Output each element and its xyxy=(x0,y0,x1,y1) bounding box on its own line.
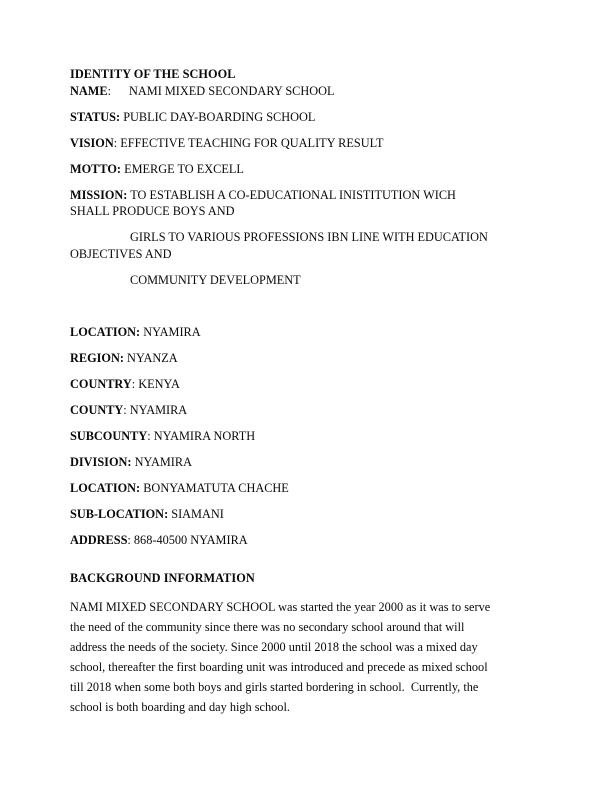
field-value: BONYAMATUTA CHACHE xyxy=(140,480,289,495)
field-line-location-6 xyxy=(70,480,495,497)
field-line-division-5 xyxy=(70,454,495,471)
field-label: VISION xyxy=(70,135,114,150)
field-value: KENYA xyxy=(135,376,180,391)
field-line-vision-2 xyxy=(70,135,495,152)
field-line-region-1 xyxy=(70,350,495,367)
field-value: PUBLIC DAY-BOARDING SCHOOL xyxy=(120,109,316,124)
field-value: NYAMIRA xyxy=(131,454,192,469)
field-label: STATUS: xyxy=(70,109,121,124)
field-colon: : xyxy=(147,428,151,443)
field-label: LOCATION: xyxy=(70,480,141,495)
field-value: EMERGE TO EXCELL xyxy=(121,161,244,176)
field-value: NAMI MIXED SECONDARY SCHOOL xyxy=(129,83,335,98)
field-colon: : xyxy=(107,83,111,98)
field-value: 868-40500 NYAMIRA xyxy=(130,532,248,547)
field-colon: : xyxy=(113,135,118,150)
field-label: NAME xyxy=(70,83,108,98)
mission-block xyxy=(70,187,495,289)
field-line-status-1 xyxy=(70,109,495,126)
field-value: EFFECTIVE TEACHING FOR QUALITY RESULT xyxy=(117,135,384,150)
field-label: ADDRESS xyxy=(70,532,128,547)
field-value: SIAMANI xyxy=(168,506,224,521)
location-field-list xyxy=(70,324,495,549)
field-line-name-0 xyxy=(70,83,495,100)
section-spacer-location xyxy=(70,288,495,314)
section-spacer-background xyxy=(70,548,495,570)
field-colon: : xyxy=(127,532,131,547)
mission-label: MISSION: xyxy=(70,187,128,202)
identity-section-heading: IDENTITY OF THE SCHOOL xyxy=(70,67,236,81)
field-label: REGION: xyxy=(70,350,124,365)
mission-line-2: GIRLS TO VARIOUS PROFESSIONS IBN LINE WITH EDUCATION OBJECTIVES AND xyxy=(70,230,488,261)
field-line-subcounty-4 xyxy=(70,428,495,445)
field-label: COUNTY xyxy=(70,402,124,417)
field-line-location-0 xyxy=(70,324,495,341)
field-value: NYANZA xyxy=(123,350,178,365)
mission-line-1 xyxy=(70,187,495,220)
field-label: COUNTRY xyxy=(70,376,132,391)
field-colon: : xyxy=(123,402,127,417)
background-paragraph: NAMI MIXED SECONDARY SCHOOL was started the year 2000 as it was to serve the need of the community since there was no secondary school around that will address the needs of the society. Since 2000 until 2018 the school was a mixed day school, thereafter the first boarding unit was introduced and precede as mixed school till 2018 when some both boys and girls started bordering in school. Currently, the school is both boarding and day high school. xyxy=(70,599,494,714)
field-label: SUB-LOCATION: xyxy=(70,506,169,521)
field-label: MOTTO: xyxy=(70,161,122,176)
field-label: DIVISION: xyxy=(70,454,132,469)
field-line-motto-3 xyxy=(70,161,495,178)
field-label: SUBCOUNTY xyxy=(70,428,148,443)
field-line-address-8 xyxy=(70,532,495,549)
field-value: NYAMIRA xyxy=(126,402,188,417)
field-label: LOCATION: xyxy=(70,324,141,339)
background-section-heading: BACKGROUND INFORMATION xyxy=(70,571,255,585)
mission-line-3: COMMUNITY DEVELOPMENT xyxy=(130,272,301,287)
document-body xyxy=(70,66,495,717)
mission-text-1: TO ESTABLISH A CO-EDUCATIONAL INISTITUTION WICH SHALL PRODUCE BOYS AND xyxy=(70,187,456,218)
field-line-sub-location-7 xyxy=(70,506,495,523)
field-line-county-3 xyxy=(70,402,495,419)
field-line-country-2 xyxy=(70,376,495,393)
identity-field-list xyxy=(70,83,495,178)
field-colon: : xyxy=(131,376,136,391)
field-value: NYAMIRA xyxy=(140,324,201,339)
field-value: NYAMIRA NORTH xyxy=(150,428,256,443)
